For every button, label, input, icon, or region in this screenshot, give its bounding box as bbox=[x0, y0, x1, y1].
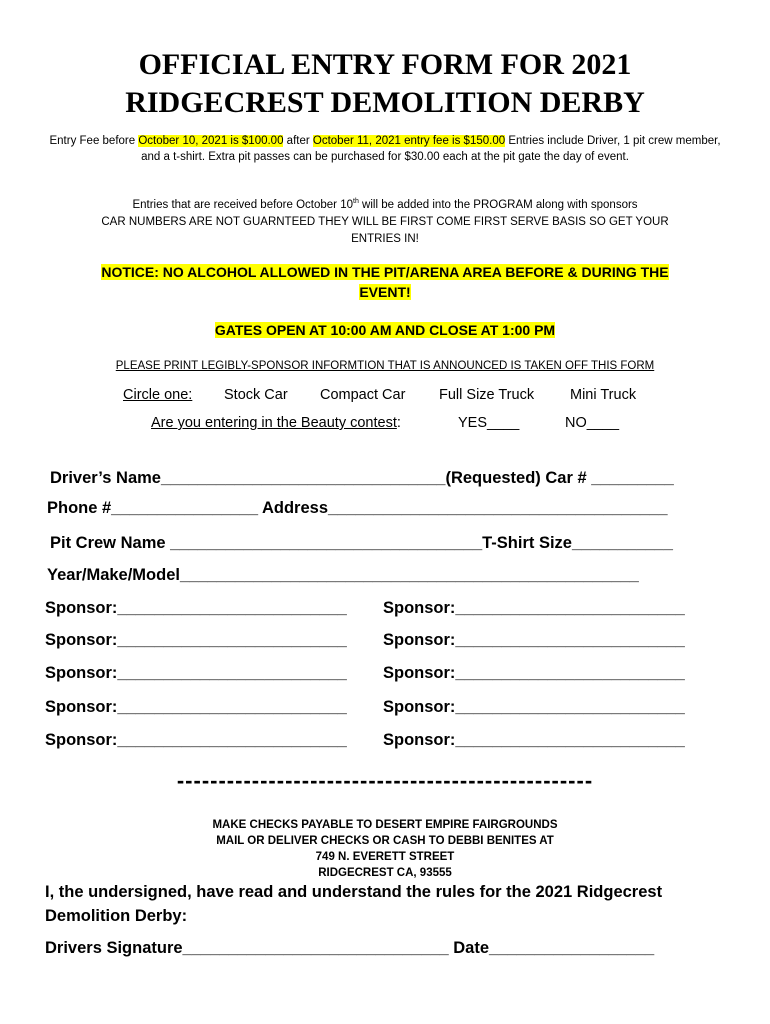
sponsor-field-8[interactable]: Sponsor:_________________________ bbox=[383, 698, 685, 716]
option-mini-truck[interactable]: Mini Truck bbox=[570, 387, 637, 403]
phone-address-field[interactable]: Phone #________________ Address_____________________________________ bbox=[47, 499, 668, 517]
program-text-a: Entries that are received before October 10 bbox=[132, 199, 353, 211]
undersigned-line2: Demolition Derby: bbox=[45, 907, 188, 925]
program-line3: ENTRIES IN! bbox=[351, 233, 419, 245]
circle-one-label bbox=[123, 385, 192, 405]
beauty-yes-field[interactable]: YES____ bbox=[458, 415, 520, 431]
gates-line bbox=[0, 320, 770, 340]
sponsor-field-6[interactable]: Sponsor:_________________________ bbox=[383, 664, 685, 682]
driver-signature-field[interactable]: Drivers Signature_____________________________ Date__________________ bbox=[45, 939, 655, 957]
beauty-contest-question bbox=[151, 413, 401, 433]
beauty-contest-colon: : bbox=[396, 415, 401, 431]
form-title-line1: OFFICIAL ENTRY FORM FOR 2021 bbox=[138, 48, 632, 81]
notice-highlight-1: NOTICE: NO ALCOHOL ALLOWED IN THE PIT/ARENA AREA BEFORE & DURING THE bbox=[101, 264, 669, 280]
sponsor-field-4[interactable]: Sponsor:_________________________ bbox=[383, 631, 685, 649]
cut-line-divider: -------------------------------------------------- bbox=[176, 768, 594, 793]
circle-one-text: Circle one: bbox=[123, 387, 193, 403]
sponsor-field-10[interactable]: Sponsor:_________________________ bbox=[383, 731, 685, 749]
mail-line2: MAIL OR DELIVER CHECKS OR CASH TO DEBBI BENITES AT bbox=[216, 835, 554, 847]
mail-line3: 749 N. EVERETT STREET bbox=[315, 851, 455, 863]
program-line2: CAR NUMBERS ARE NOT GUARNTEED THEY WILL BE FIRST COME FIRST SERVE BASIS SO GET YOUR bbox=[101, 216, 669, 228]
driver-name-field[interactable]: Driver’s Name_______________________________(Requested) Car # _________ bbox=[50, 469, 674, 487]
form-title-line2: RIDGECREST DEMOLITION DERBY bbox=[125, 86, 645, 119]
program-text-b: will be added into the PROGRAM along with sponsors bbox=[358, 199, 638, 211]
fee-text-2: after bbox=[283, 135, 313, 147]
sponsor-field-5[interactable]: Sponsor:_________________________ bbox=[45, 664, 347, 682]
sponsor-field-3[interactable]: Sponsor:_________________________ bbox=[45, 631, 347, 649]
fee-text-1: Entry Fee before bbox=[49, 135, 139, 147]
notice-line1 bbox=[0, 262, 770, 282]
sponsor-field-7[interactable]: Sponsor:_________________________ bbox=[45, 698, 347, 716]
option-stock-car[interactable]: Stock Car bbox=[224, 387, 288, 403]
year-make-model-field[interactable]: Year/Make/Model__________________________________________________ bbox=[47, 566, 639, 584]
fee-text-3: Entries include Driver, 1 pit crew member, and a t-shirt. Extra pit passes can be purchased for $30.00 each at the pit gate the day of event. bbox=[141, 135, 721, 163]
program-superscript: th bbox=[353, 198, 359, 206]
pit-crew-field[interactable]: Pit Crew Name __________________________________T-Shirt Size___________ bbox=[50, 534, 673, 552]
mail-line4: RIDGECREST CA, 93555 bbox=[318, 867, 452, 879]
fee-highlight-before-date: October 10, 2021 is $100.00 bbox=[138, 135, 284, 147]
beauty-no-field[interactable]: NO____ bbox=[565, 415, 620, 431]
sponsor-field-1[interactable]: Sponsor:_________________________ bbox=[45, 599, 347, 617]
beauty-contest-label: Are you entering in the Beauty contest bbox=[151, 415, 397, 431]
notice-line2 bbox=[0, 282, 770, 302]
option-compact-car[interactable]: Compact Car bbox=[320, 387, 406, 403]
program-line1 bbox=[0, 197, 770, 213]
notice-highlight-2: EVENT! bbox=[359, 284, 411, 300]
sponsor-field-2[interactable]: Sponsor:_________________________ bbox=[383, 599, 685, 617]
mail-line1: MAKE CHECKS PAYABLE TO DESERT EMPIRE FAIRGROUNDS bbox=[212, 819, 558, 831]
undersigned-line1: I, the undersigned, have read and understand the rules for the 2021 Ridgecrest bbox=[45, 883, 663, 901]
fee-highlight-after-date: October 11, 2021 entry fee is $150.00 bbox=[312, 135, 506, 147]
option-full-size-truck[interactable]: Full Size Truck bbox=[439, 387, 535, 403]
entry-fee-paragraph bbox=[40, 133, 730, 165]
gates-highlight: GATES OPEN AT 10:00 AM AND CLOSE AT 1:00 PM bbox=[214, 322, 556, 338]
sponsor-field-9[interactable]: Sponsor:_________________________ bbox=[45, 731, 347, 749]
print-legibly-note: PLEASE PRINT LEGIBLY-SPONSOR INFORMTION THAT IS ANNOUNCED IS TAKEN OFF THIS FORM bbox=[115, 360, 655, 372]
